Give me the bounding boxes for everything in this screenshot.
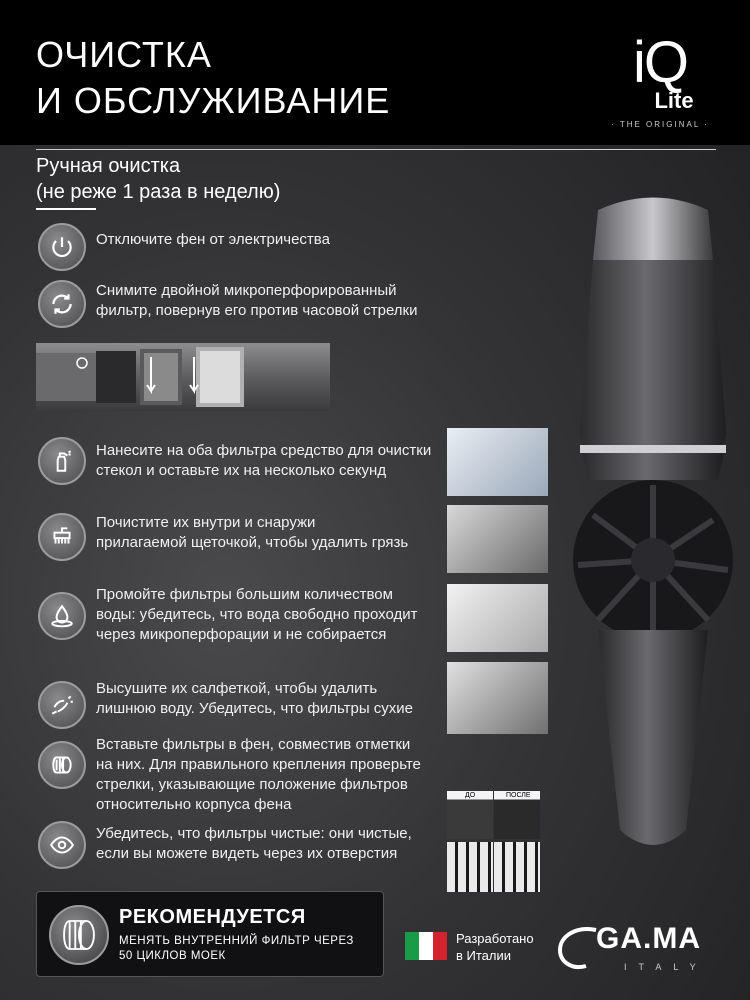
brush-photo xyxy=(447,505,548,573)
power-icon xyxy=(38,223,86,271)
step-2-text: Снимите двойной микроперфорированный фильтр, повернув его против часовой стрелки xyxy=(96,282,418,319)
header-bar xyxy=(0,0,750,145)
after-photo-top xyxy=(494,791,540,839)
iq-lite-logo xyxy=(600,30,720,144)
subtitle-underline xyxy=(36,208,96,210)
hair-dryer-illustration xyxy=(568,190,738,910)
rotate-icon xyxy=(38,280,86,328)
step-3-text: Нанесите на оба фильтра средство для очистки стекол и оставьте их на несколько секунд xyxy=(96,442,432,479)
towel-hands-icon xyxy=(38,681,86,729)
filter-insert-icon xyxy=(38,741,86,789)
logo-main: iQ xyxy=(633,30,687,95)
eye-icon xyxy=(38,821,86,869)
water-drop-icon xyxy=(38,592,86,640)
divider xyxy=(36,149,716,150)
section-subtitle: Ручная очистка (не реже 1 раза в неделю) xyxy=(36,155,281,203)
made-in-italy-text: Разработано в Италии xyxy=(456,931,534,963)
logo-sub: Lite xyxy=(654,88,694,113)
step-6-text: Высушите их салфеткой, чтобы удалить лишнюю воду. Убедитесь, что фильтры сухие xyxy=(96,680,413,717)
logo-tagline: · THE ORIGINAL · xyxy=(611,120,709,129)
italy-flag-icon xyxy=(405,932,447,960)
filter-removal-illustration xyxy=(36,343,330,411)
recommendation-text: МЕНЯТЬ ВНУТРЕННИЙ ФИЛЬТР ЧЕРЕЗ 50 ЦИКЛОВ МОЕК xyxy=(119,935,354,962)
after-label: ПОСЛЕ xyxy=(506,792,531,799)
dry-photo xyxy=(447,662,548,734)
page-title: ОЧИСТКА И ОБСЛУЖИВАНИЕ xyxy=(36,34,391,121)
recommendation-box xyxy=(36,891,384,977)
spray-bottle-icon xyxy=(38,437,86,485)
step-4-text: Почистите их внутри и снаружи прилагаемой щеточкой, чтобы удалить грязь xyxy=(96,514,409,551)
filter-replace-icon xyxy=(49,905,109,965)
before-photo-top xyxy=(447,791,493,839)
step-8-text: Убедитесь, что фильтры чистые: они чистые, если вы можете видеть через их отверстия xyxy=(96,825,412,862)
rinse-photo xyxy=(447,584,548,652)
step-1-text: Отключите фен от электричества xyxy=(96,231,330,248)
before-photo-bottom xyxy=(447,842,493,892)
brush-icon xyxy=(38,513,86,561)
before-label: ДО xyxy=(465,792,476,799)
step-7-text: Вставьте фильтры в фен, совместив отметки на них. Для правильного крепления проверьте стрелки, указывающие положение фильтров относительно корпуса фена xyxy=(96,736,421,813)
gama-logo: GA.MA ITALY xyxy=(556,922,726,978)
after-photo-bottom xyxy=(494,842,540,892)
gama-swoosh-icon xyxy=(556,922,600,972)
recommendation-title: РЕКОМЕНДУЕТСЯ xyxy=(119,906,306,928)
step-5-text: Промойте фильтры большим количеством воды: убедитесь, что вода свободно проходит через микроперфорации и не собирается xyxy=(96,586,418,643)
spray-photo xyxy=(447,428,548,496)
